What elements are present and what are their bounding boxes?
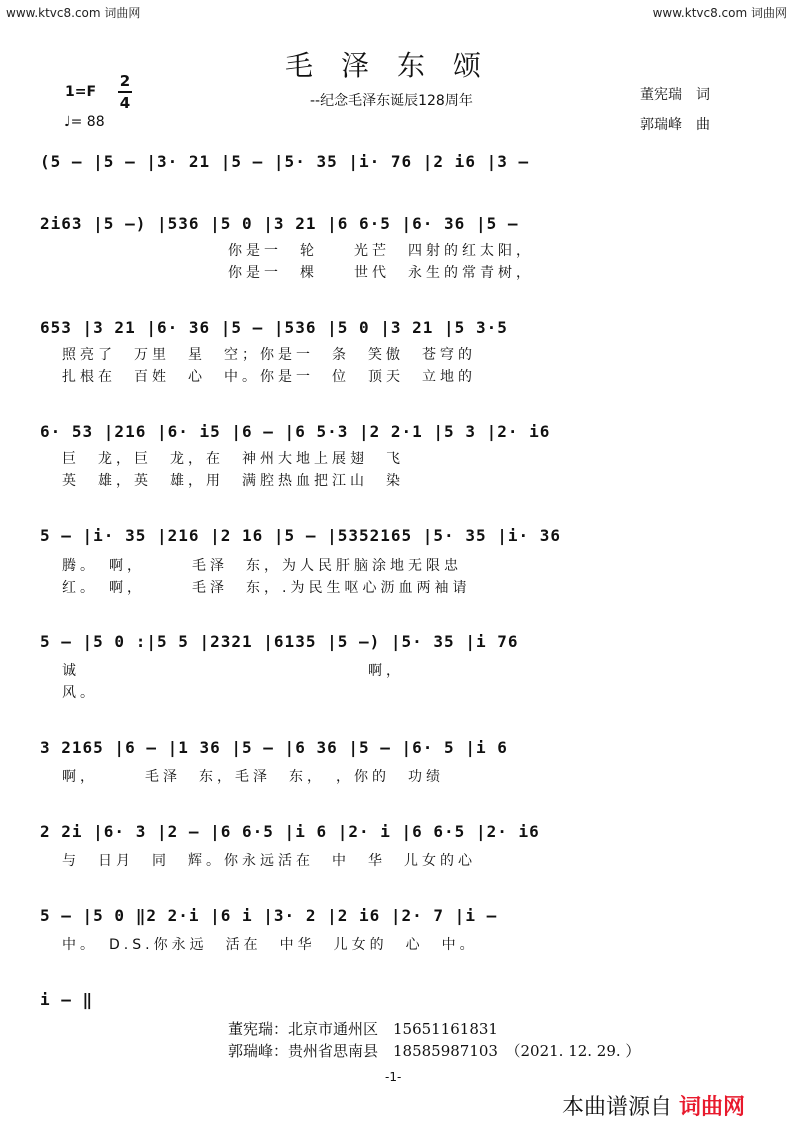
lyrics-line-5-verse-1: 腾。 啊， 毛泽 东，为人民肝脑涂地无限忠 [62, 558, 462, 574]
footer-composer-contact: 郭瑞峰：贵州省思南县 18585987103 （2021. 12. 29. ） [228, 1042, 641, 1060]
score-line-5 [40, 516, 730, 560]
lyricist-credit: 董宪瑞 词 [640, 87, 710, 103]
page-number: -1- [385, 1070, 402, 1084]
composer-credit: 郭瑞峰 曲 [640, 117, 710, 133]
notes-line-10: i – ‖ [40, 990, 94, 1009]
lyrics-line-5-verse-2: 红。 啊， 毛泽 东，.为民生呕心沥血两袖请 [62, 580, 471, 596]
time-top: 2 [119, 72, 131, 90]
site-watermark-right: www.ktvc8.com 词曲网 [652, 6, 787, 20]
key-signature: 1=F [65, 84, 97, 100]
lyrics-line-2-verse-1: 你是一 轮 光芒 四射的红太阳， [228, 243, 534, 259]
quarter-note-icon: ♩ [64, 114, 71, 130]
lyrics-line-2-verse-2: 你是一 棵 世代 永生的常青树， [228, 265, 534, 281]
notes-line-3: 653 |3 21 |6· 36 |5 – |536 |5 0 |3 21 |5 3·5 [40, 318, 508, 337]
time-bottom: 4 [119, 94, 131, 112]
lyrics-line-8-verse-1: 与 日月 同 辉。你永远活在 中 华 儿女的心 [62, 853, 476, 869]
time-divider [118, 91, 132, 93]
footer-lyricist-contact: 董宪瑞：北京市通州区 15651161831 [228, 1020, 498, 1038]
lyrics-line-3-verse-2: 扎根在 百姓 心 中。你是一 位 顶天 立地的 [62, 369, 476, 385]
notes-line-7: 3 2165 |6 – |1 36 |5 – |6 36 |5 – |6· 5 |i 6 [40, 738, 508, 757]
notes-line-4: 6· 53 |216 |6· i5 |6 – |6 5·3 |2 2·1 |5 3 |2· i6 [40, 422, 551, 441]
site-watermark-left: www.ktvc8.com 词曲网 [6, 6, 141, 20]
score-line-1 [40, 142, 730, 186]
time-signature [118, 72, 132, 112]
lyrics-line-4-verse-1: 巨 龙，巨 龙，在 神州大地上展翅 飞 [62, 451, 404, 467]
lyrics-line-6-verse-2: 风。 [62, 685, 98, 701]
notes-line-5: 5 – |i· 35 |216 |2 16 |5 – |5352165 |5· 35 |i· 36 [40, 526, 562, 545]
lyrics-line-6-verse-1: 诚 啊， [62, 663, 404, 679]
lyrics-line-4-verse-2: 英 雄，英 雄，用 满腔热血把江山 染 [62, 473, 404, 489]
lyrics-line-9-verse-1: 中。 D.S.你永远 活在 中华 儿女的 心 中。 [62, 937, 478, 953]
notes-line-1: (5 – |5 – |3· 21 |5 – |5· 35 |i· 76 |2 i6 |3 – [40, 152, 530, 171]
notes-line-9: 5 – |5 0 ‖2 2·i |6 i |3· 2 |2 i6 |2· 7 |i – [40, 906, 498, 925]
tempo-mark [64, 114, 105, 130]
notes-line-8: 2 2i |6· 3 |2 – |6 6·5 |i 6 |2· i |6 6·5 |2· i6 [40, 822, 540, 841]
notes-line-2: 2i63 |5 –) |536 |5 0 |3 21 |6 6·5 |6· 36 |5 – [40, 214, 519, 233]
source-brand: 词曲网 [679, 1095, 746, 1120]
source-prefix: 本曲谱源自 [562, 1095, 673, 1120]
song-subtitle: --纪念毛泽东诞辰128周年 [310, 93, 473, 109]
lyrics-line-7-verse-1: 啊， 毛泽 东，毛泽 东， ，你的 功绩 [62, 769, 444, 785]
source-credit [562, 1090, 745, 1121]
song-title: 毛泽东颂 [285, 49, 510, 82]
tempo-value: = 88 [70, 114, 105, 130]
notes-line-6: 5 – |5 0 :|5 5 |2321 |6135 |5 –) |5· 35 |i 76 [40, 632, 519, 651]
lyrics-line-3-verse-1: 照亮了 万里 星 空；你是一 条 笑傲 苍穹的 [62, 347, 476, 363]
